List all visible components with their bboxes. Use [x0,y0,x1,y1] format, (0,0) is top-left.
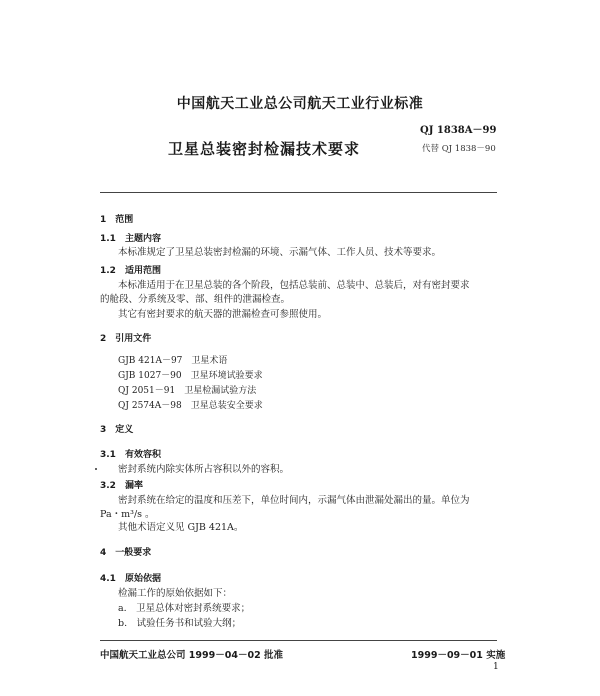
footer-rule [100,640,497,641]
section-3-2-line-3: 其他术语定义见 GJB 421A。 [118,522,244,533]
effective-date: 1999－09－01 实施 [411,650,506,661]
page-number: 1 [493,662,499,672]
section-3-2-line-1: 密封系统在给定的温度和压差下，单位时间内，示漏气体由泄漏处漏出的量。单位为 [118,495,470,506]
section-4-1-item: b. 试验任务书和试验大纲； [118,618,242,629]
section-3-1-heading: 3.1 有效容积 [100,450,161,460]
scan-speck [95,468,97,470]
section-1-1-text: 本标准规定了卫星总装密封检漏的环境、示漏气体、工作人员、技术等要求。 [118,247,442,258]
section-3-2-line-2: Pa・m³/s 。 [100,509,155,520]
reference-item: QJ 2574A－98 卫星总装安全要求 [118,401,263,411]
section-4-1-intro: 检漏工作的原始依据如下： [118,588,233,599]
reference-item: GJB 1027－90 卫星环境试验要求 [118,371,263,381]
section-3-1-text: 密封系统内除实体所占容积以外的容积。 [118,464,290,475]
section-4-heading: 4 一般要求 [100,548,152,558]
section-1-heading: 1 范围 [100,215,134,225]
section-1-2-line-2: 的舱段、分系统及零、部、组件的泄漏检查。 [100,294,291,305]
section-2-heading: 2 引用文件 [100,334,152,344]
section-1-2-line-3: 其它有密封要求的航天器的泄漏检查可参照使用。 [118,309,328,320]
reference-item: GJB 421A－97 卫星术语 [118,356,228,366]
section-1-2-heading: 1.2 适用范围 [100,266,161,276]
standard-number: QJ 1838A－99 [420,125,497,136]
issuing-organization-header: 中国航天工业总公司航天工业行业标准 [176,96,424,112]
section-4-1-heading: 4.1 原始依据 [100,574,161,584]
section-1-2-line-1: 本标准适用于在卫星总装的各个阶段，包括总装前、总装中、总装后，对有密封要求 [118,280,470,291]
section-3-heading: 3 定义 [100,425,134,435]
section-4-1-item: a. 卫星总体对密封系统要求； [118,603,251,614]
header-rule [100,192,497,193]
replaces-standard: 代替 QJ 1838－90 [422,144,496,154]
section-1-1-heading: 1.1 主题内容 [100,234,161,244]
reference-item: QJ 2051－91 卫星检漏试验方法 [118,386,257,396]
approval-date: 中国航天工业总公司 1999－04－02 批准 [100,650,283,661]
document-title: 卫星总装密封检漏技术要求 [168,140,361,158]
section-3-2-heading: 3.2 漏率 [100,481,143,491]
